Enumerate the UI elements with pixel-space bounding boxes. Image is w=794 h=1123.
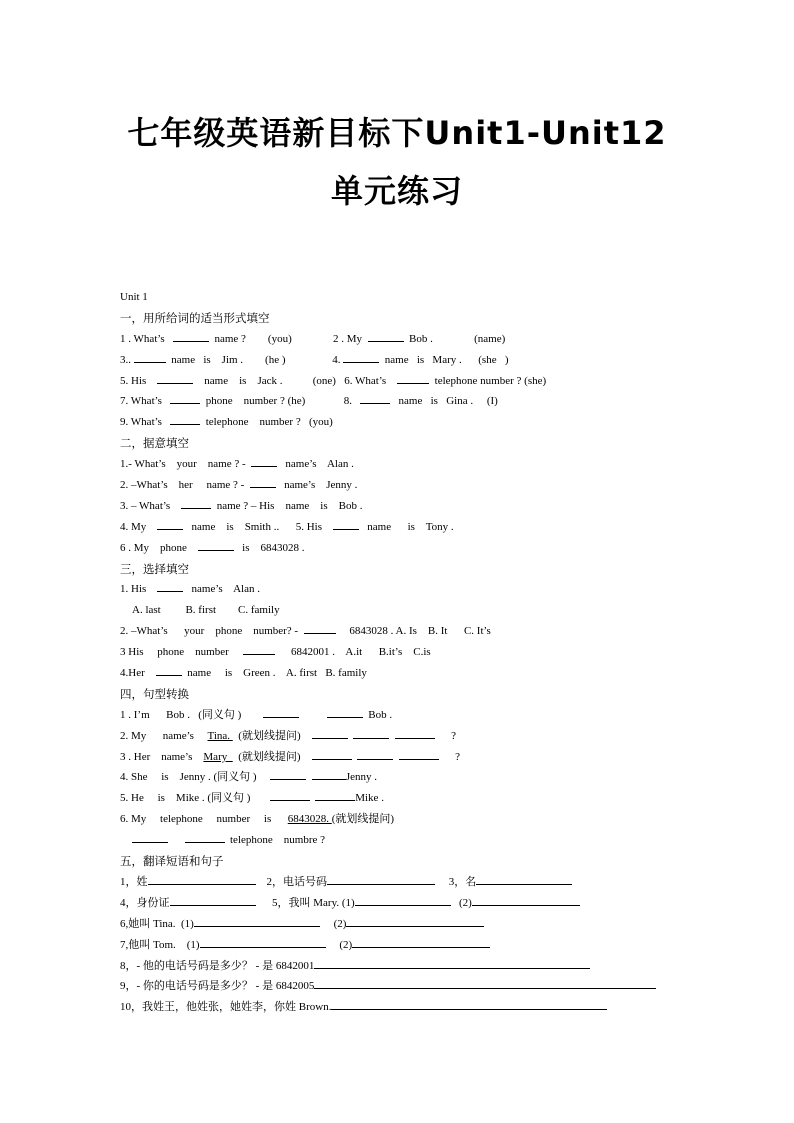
- page-subtitle: 单元练习: [330, 172, 463, 210]
- line-text: 6,她叫 Tina. (1): [120, 917, 194, 930]
- answer-blank[interactable]: [472, 893, 580, 906]
- line-text: 6843028 . A. Is B. It C. It’s: [335, 625, 491, 638]
- line-text: ?: [438, 750, 460, 763]
- line-text: (2): [450, 896, 472, 909]
- answer-blank[interactable]: [395, 726, 435, 739]
- line-text: name is Tony .: [359, 520, 454, 533]
- answer-blank[interactable]: [312, 747, 352, 760]
- answer-blank[interactable]: [368, 329, 404, 342]
- line-text: 5，我叫 Mary. (1): [255, 896, 355, 909]
- answer-blank[interactable]: [352, 935, 490, 948]
- answer-blank[interactable]: [327, 872, 435, 885]
- section-heading: [120, 559, 740, 580]
- line-text: is 6843028 .: [233, 541, 305, 554]
- answer-blank[interactable]: [476, 872, 572, 885]
- line-text: 6842001 . A.it B.it’s C.is: [274, 646, 431, 659]
- exercise-line: [120, 935, 740, 956]
- line-text: telephone numbre ?: [224, 834, 325, 847]
- underlined-text: Mary: [203, 750, 233, 763]
- line-text: 3 His phone number: [120, 646, 243, 659]
- line-text: 9，- 你的电话号码是多少？ - 是 6842005: [120, 980, 315, 993]
- answer-blank[interactable]: [314, 976, 656, 989]
- answer-blank[interactable]: [194, 914, 320, 927]
- line-text: 2，电话号码: [255, 875, 327, 888]
- exercise-line: [120, 329, 740, 350]
- line-text: 二，据意填空: [120, 436, 189, 451]
- answer-blank[interactable]: [343, 350, 379, 363]
- line-text: 2. –What’s your phone number? -: [120, 625, 304, 638]
- answer-blank[interactable]: [312, 726, 348, 739]
- line-text: 4. She is Jenny . (同义句 ): [120, 771, 271, 784]
- line-text: name is Jack . (one) 6. What’s: [193, 374, 398, 387]
- exercise-line: [120, 600, 740, 621]
- answer-blank[interactable]: [304, 621, 336, 634]
- line-text: (2): [319, 917, 347, 930]
- answer-blank[interactable]: [327, 705, 363, 718]
- answer-blank[interactable]: [243, 642, 275, 655]
- exercise-content: [120, 287, 740, 1018]
- line-text: 10，我姓王，他姓张，她姓李，你姓 Brown.: [120, 1001, 332, 1014]
- answer-blank[interactable]: [198, 538, 234, 551]
- exercise-line: [120, 621, 740, 642]
- line-text: 四，句型转换: [120, 686, 189, 701]
- line-text: name’s Alan .: [277, 458, 354, 471]
- answer-blank[interactable]: [200, 935, 326, 948]
- answer-blank[interactable]: [170, 893, 256, 906]
- answer-blank[interactable]: [157, 517, 183, 530]
- exercise-line: [120, 475, 740, 496]
- answer-blank[interactable]: [170, 412, 200, 425]
- answer-blank[interactable]: [333, 517, 359, 530]
- line-text: 2. My name’s: [120, 729, 208, 742]
- line-text: [299, 709, 327, 721]
- line-text: name is Green . A. first B. family: [181, 667, 367, 680]
- exercise-line: [120, 956, 740, 977]
- line-text: 1. His: [120, 583, 158, 596]
- answer-blank[interactable]: [331, 997, 607, 1010]
- answer-blank[interactable]: [157, 579, 183, 592]
- line-text: Bob .: [362, 708, 393, 721]
- exercise-line: [120, 517, 740, 538]
- answer-blank[interactable]: [355, 893, 451, 906]
- answer-blank[interactable]: [399, 747, 439, 760]
- line-text: 6 . My phone: [120, 541, 198, 554]
- line-text: 7. What’s: [120, 395, 171, 408]
- exercise-line: [120, 997, 740, 1018]
- line-text: 3..: [120, 353, 134, 366]
- line-text: ?: [434, 729, 456, 742]
- exercise-line: [120, 788, 740, 809]
- exercise-line: [120, 642, 740, 663]
- line-text: 1，姓: [120, 875, 148, 888]
- answer-blank[interactable]: [263, 705, 299, 718]
- line-text: 4. My: [120, 520, 158, 533]
- answer-blank[interactable]: [185, 830, 225, 843]
- page-title: 七年级英语新目标下Unit1-Unit12: [127, 114, 667, 152]
- answer-blank[interactable]: [250, 475, 276, 488]
- line-text: Mike .: [355, 792, 384, 805]
- exercise-line: [120, 747, 740, 768]
- exercise-line: [120, 287, 740, 308]
- line-text: Bob . (name): [403, 332, 506, 345]
- line-text: name’s Jenny .: [275, 479, 358, 492]
- answer-blank[interactable]: [314, 956, 590, 969]
- exercise-line: [120, 726, 740, 747]
- line-text: 2. –What’s her name ? -: [120, 479, 250, 492]
- line-text: 7,他叫 Tom. (1): [120, 938, 200, 951]
- line-text: 三，选择填空: [120, 561, 189, 576]
- answer-blank[interactable]: [397, 371, 429, 384]
- line-text: 3 . Her name’s: [120, 750, 204, 763]
- answer-blank[interactable]: [251, 454, 277, 467]
- answer-blank[interactable]: [312, 767, 346, 780]
- exercise-line: [120, 872, 740, 893]
- line-text: (就划线提问): [232, 729, 312, 742]
- exercise-line: [120, 579, 740, 600]
- line-text: 6. My telephone number is: [120, 813, 288, 826]
- answer-blank[interactable]: [148, 872, 256, 885]
- exercise-line: [120, 371, 740, 392]
- answer-blank[interactable]: [270, 788, 310, 801]
- line-text: A. last B. first C. family: [132, 604, 280, 617]
- exercise-line: [120, 412, 740, 433]
- line-text: 3. – What’s: [120, 499, 182, 512]
- section-heading: [120, 851, 740, 872]
- line-text: name ? (you) 2 . My: [208, 332, 368, 345]
- line-text: name is Gina . (I): [390, 395, 498, 408]
- exercise-line: [120, 391, 740, 412]
- line-text: 1 . What’s: [120, 332, 173, 345]
- exercise-line: [120, 976, 740, 997]
- exercise-line: [120, 830, 740, 851]
- line-text: telephone number ? (you): [200, 416, 333, 429]
- line-text: name is Smith .. 5. His: [183, 520, 334, 533]
- line-text: phone number ? (he) 8.: [200, 395, 361, 408]
- exercise-line: [120, 350, 740, 371]
- section-heading: [120, 308, 740, 329]
- answer-blank[interactable]: [157, 371, 193, 384]
- exercise-line: [120, 767, 740, 788]
- exercise-line: [120, 809, 740, 830]
- answer-blank[interactable]: [156, 663, 182, 676]
- exercise-line: [120, 663, 740, 684]
- line-text: 五，翻译短语和句子: [120, 854, 224, 869]
- line-text: 5. He is Mike . (同义句 ): [120, 792, 270, 805]
- answer-blank[interactable]: [134, 350, 166, 363]
- section-heading: [120, 684, 740, 705]
- answer-blank[interactable]: [181, 496, 211, 509]
- line-text: 8，- 他的电话号码是多少？ - 是 6842001: [120, 959, 315, 972]
- answer-blank[interactable]: [173, 329, 209, 342]
- exercise-line: [120, 914, 740, 935]
- line-text: (就划线提问): [331, 813, 395, 826]
- answer-blank[interactable]: [353, 726, 389, 739]
- exercise-line: [120, 538, 740, 559]
- answer-blank[interactable]: [132, 830, 168, 843]
- line-text: telephone number ? (she): [429, 374, 547, 387]
- line-text: 5. His: [120, 374, 158, 387]
- answer-blank[interactable]: [357, 747, 393, 760]
- line-text: Jenny .: [345, 771, 377, 784]
- answer-blank[interactable]: [346, 914, 484, 927]
- line-text: name’s Alan .: [183, 583, 260, 596]
- exercise-line: [120, 705, 740, 726]
- line-text: 3，名: [435, 875, 477, 888]
- line-text: 1 . I’m Bob . (同义句 ): [120, 708, 264, 721]
- line-text: (就划线提问): [232, 750, 312, 763]
- line-text: (2): [325, 938, 353, 951]
- line-text: name is Mary . (she ): [379, 353, 509, 366]
- exercise-line: [120, 893, 740, 914]
- answer-blank[interactable]: [360, 391, 390, 404]
- line-text: name is Jim . (he ) 4.: [165, 353, 344, 366]
- line-text: 9. What’s: [120, 416, 171, 429]
- underlined-text: 6843028.: [287, 813, 332, 826]
- line-text: name ? – His name is Bob .: [211, 499, 363, 512]
- underlined-text: Tina.: [207, 729, 233, 742]
- exercise-line: [120, 454, 740, 475]
- exercise-line: [120, 496, 740, 517]
- line-text: 一，用所给词的适当形式填空: [120, 310, 270, 325]
- line-text: [168, 834, 185, 846]
- line-text: 4，身份证: [120, 896, 170, 909]
- line-text: Unit 1: [120, 291, 148, 303]
- line-text: 1.- What’s your name ? -: [120, 458, 252, 471]
- section-heading: [120, 433, 740, 454]
- answer-blank[interactable]: [270, 767, 306, 780]
- line-text: 4.Her: [120, 667, 156, 680]
- answer-blank[interactable]: [315, 788, 355, 801]
- answer-blank[interactable]: [170, 391, 200, 404]
